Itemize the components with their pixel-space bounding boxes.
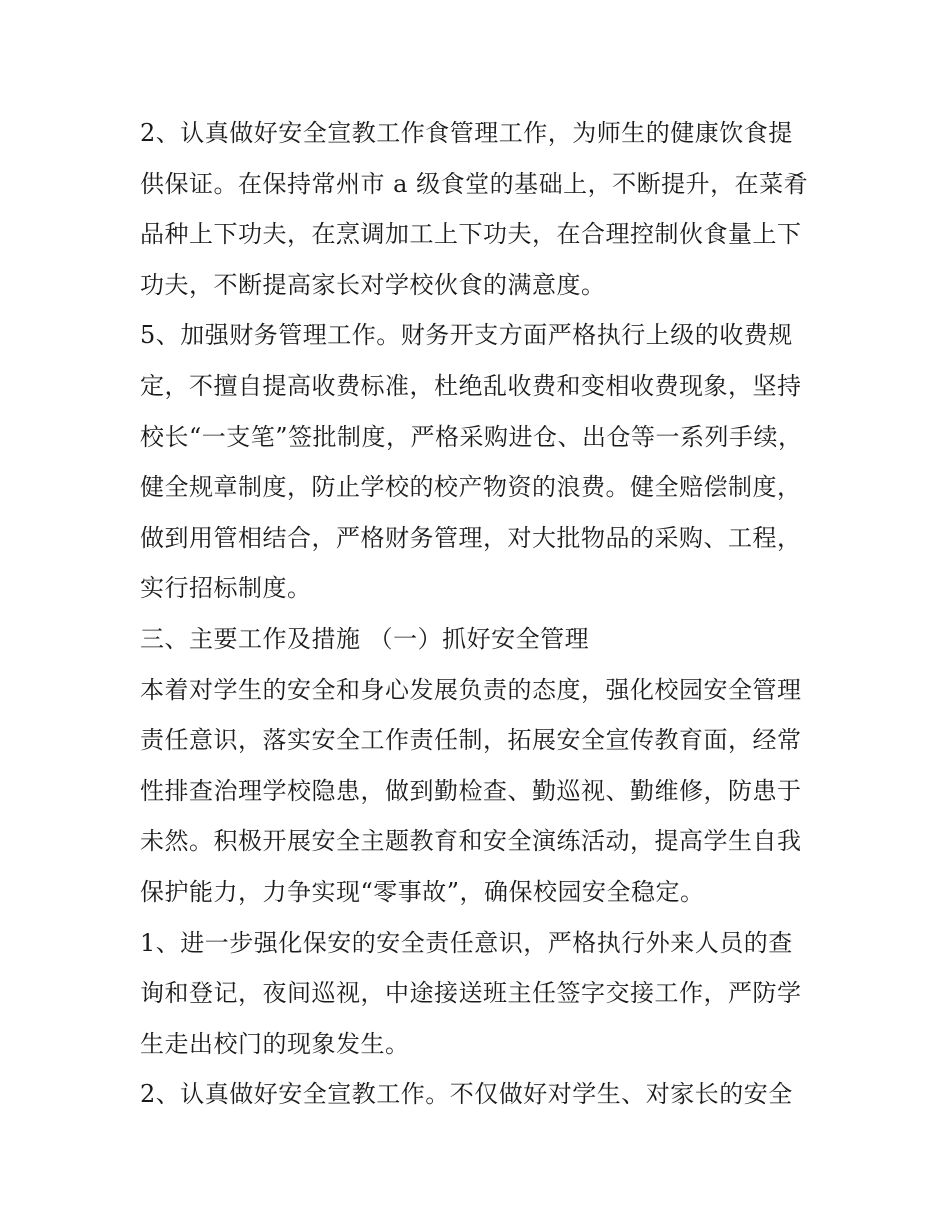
text-line: 健全规章制度，防止学校的校产物资的浪费。健全赔偿制度， xyxy=(140,473,802,502)
text-line: 保护能力，力争实现“零事故”，确保校园安全稳定。 xyxy=(140,877,705,906)
text-line: 生走出校门的现象发生。 xyxy=(140,1029,410,1058)
document-body xyxy=(140,108,820,1120)
text-line: 品种上下功夫，在烹调加工上下功夫，在合理控制伙食量上下 xyxy=(140,220,802,249)
text-line: 询和登记，夜间巡视，中途接送班主任签字交接工作，严防学 xyxy=(140,979,802,1008)
text-line: 2、认真做好安全宣教工作食管理工作，为师生的健康饮食提 xyxy=(140,119,793,147)
text-line: 供保证。在保持常州市 a 级食堂的基础上，不断提升，在菜肴 xyxy=(140,169,809,198)
text-line: 5、加强财务管理工作。财务开支方面严格执行上级的收费规 xyxy=(140,321,793,350)
text-line: 责任意识，落实安全工作责任制，拓展安全宣传教育面，经常 xyxy=(140,726,802,755)
text-line: 1、进一步强化保安的安全责任意识，严格执行外来人员的查 xyxy=(140,928,793,957)
text-line: 性排查治理学校隐患，做到勤检查、勤巡视、勤维修，防患于 xyxy=(140,776,802,805)
text-line: 功夫，不断提高家长对学校伙食的满意度。 xyxy=(140,270,606,299)
text-line: 定，不擅自提高收费标准，杜绝乱收费和变相收费现象，坚持 xyxy=(140,371,802,400)
text-line: 做到用管相结合，严格财务管理，对大批物品的采购、工程， xyxy=(140,523,802,552)
text-line: 校长“一支笔”签批制度，严格采购进仓、出仓等一系列手续， xyxy=(140,422,803,451)
text-line: 实行招标制度。 xyxy=(140,574,312,603)
text-line: 未然。积极开展安全主题教育和安全演练活动，提高学生自我 xyxy=(140,827,802,856)
text-line: 2、认真做好安全宣教工作。不仅做好对学生、对家长的安全 xyxy=(140,1080,793,1109)
text-line: 本着对学生的安全和身心发展负责的态度，强化校园安全管理 xyxy=(140,675,802,704)
section-heading: 三、主要工作及措施 （一）抓好安全管理 xyxy=(140,624,590,653)
